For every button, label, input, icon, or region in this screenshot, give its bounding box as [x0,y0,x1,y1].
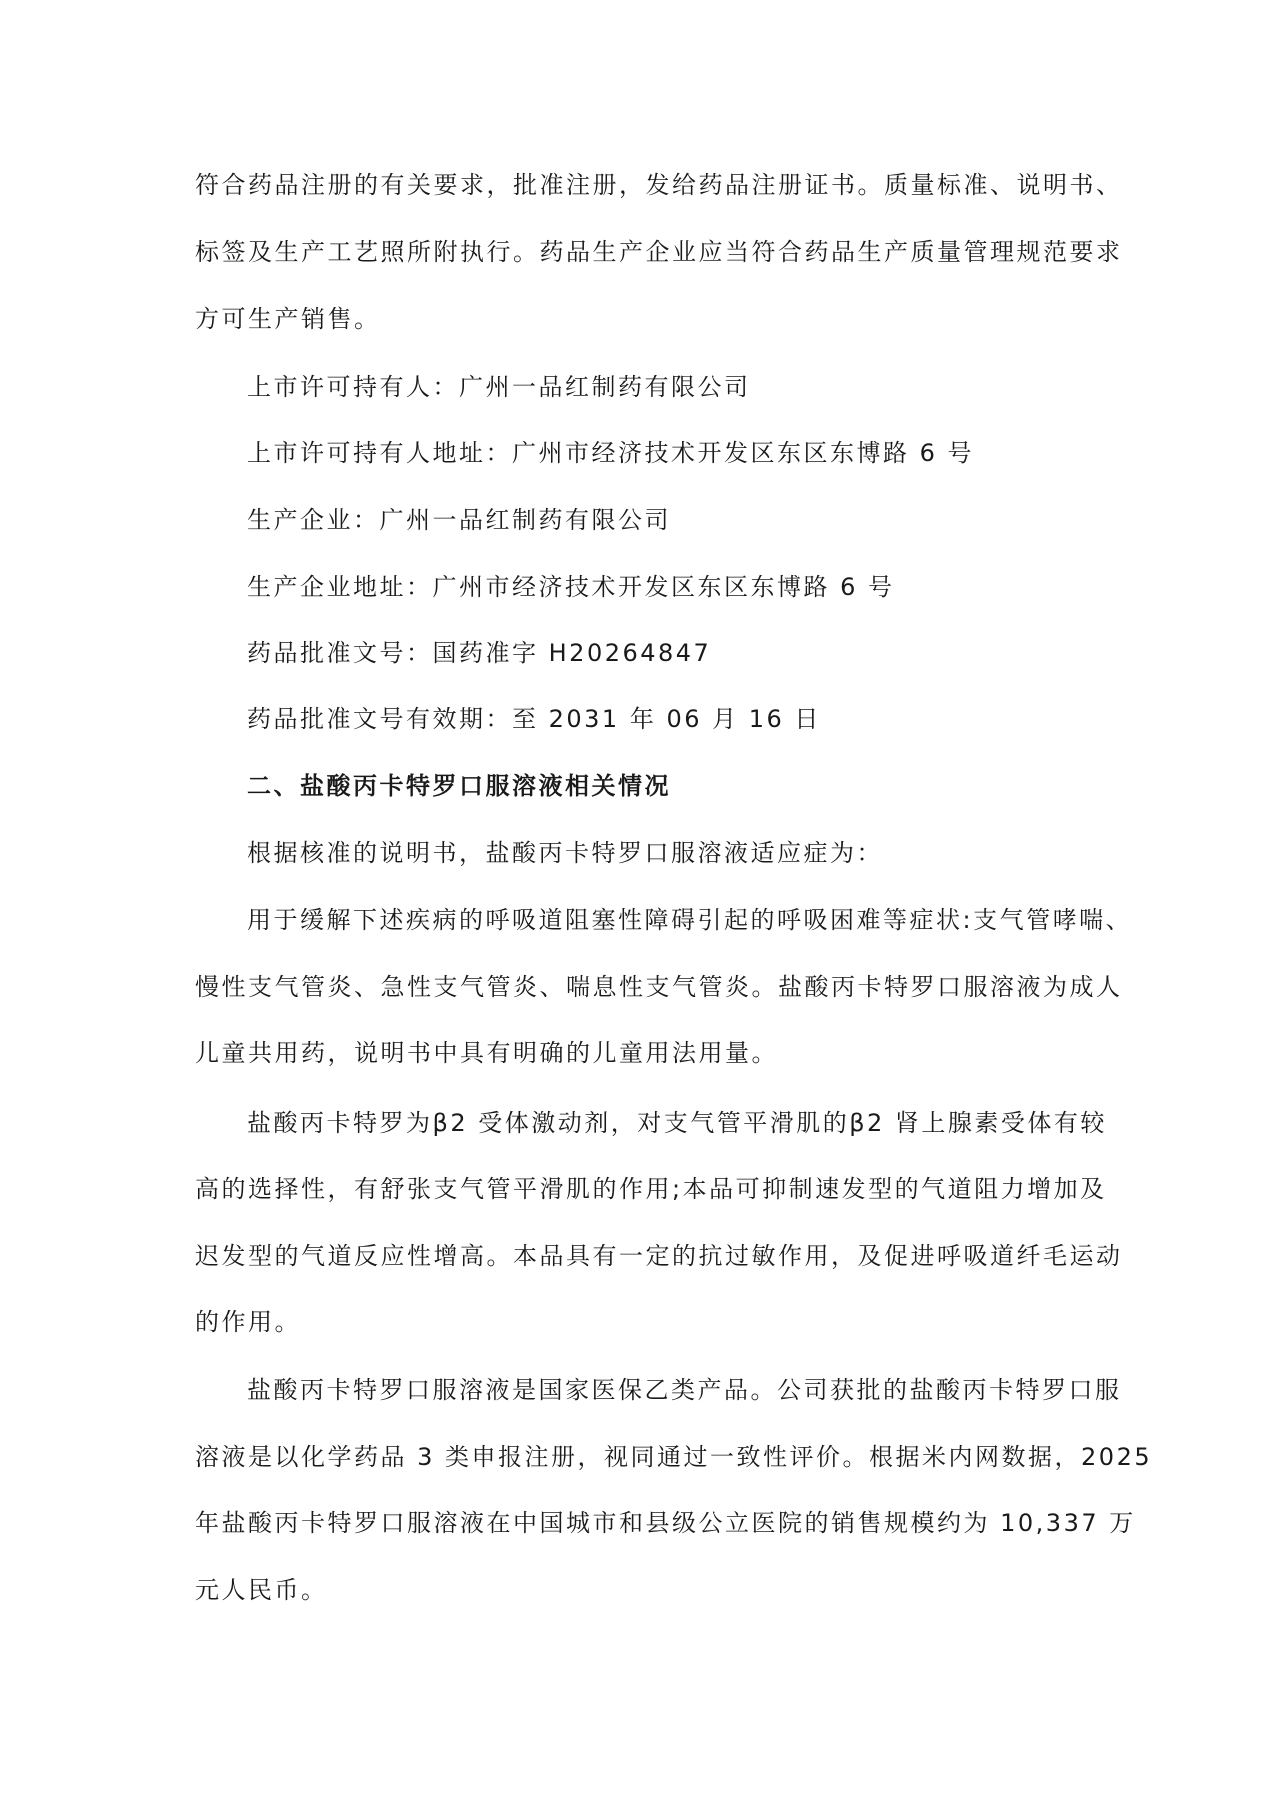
mechanism-line-1: 盐酸丙卡特罗为β2 受体激动剂，对支气管平滑肌的β2 肾上腺素受体有较 [247,1109,1107,1137]
mechanism-line-3: 迟发型的气道反应性增高。本品具有一定的抗过敏作用，及促进呼吸道纤毛运动 [195,1242,1123,1270]
market-line-3: 年盐酸丙卡特罗口服溶液在中国城市和县级公立医院的销售规模约为 10,337 万 [195,1509,1136,1537]
intro-line-1: 符合药品注册的有关要求，批准注册，发给药品注册证书。质量标准、说明书、 [195,171,1123,199]
market-line-4: 元人民币。 [195,1576,328,1604]
intro-line-3: 方可生产销售。 [195,305,381,333]
indication-line-3: 儿童共用药，说明书中具有明确的儿童用法用量。 [195,1039,778,1067]
mechanism-line-4: 的作用。 [195,1308,301,1336]
field-license-holder-address: 上市许可持有人地址：广州市经济技术开发区东区东博路 6 号 [247,439,975,467]
indication-line-1: 用于缓解下述疾病的呼吸道阻塞性障碍引起的呼吸困难等症状:支气管哮喘、 [247,906,1133,934]
intro-line-2: 标签及生产工艺照所附执行。药品生产企业应当符合药品生产质量管理规范要求 [195,238,1123,266]
market-line-1: 盐酸丙卡特罗口服溶液是国家医保乙类产品。公司获批的盐酸丙卡特罗口服 [247,1376,1122,1404]
mechanism-line-2: 高的选择性，有舒张支气管平滑肌的作用;本品可抑制速发型的气道阻力增加及 [195,1175,1107,1203]
market-line-2: 溶液是以化学药品 3 类申报注册，视同通过一致性评价。根据米内网数据，2025 [195,1443,1153,1471]
section-heading: 二、盐酸丙卡特罗口服溶液相关情况 [247,772,671,800]
indication-line-2: 慢性支气管炎、急性支气管炎、喘息性支气管炎。盐酸丙卡特罗口服溶液为成人 [195,973,1123,1001]
field-approval-validity: 药品批准文号有效期：至 2031 年 06 月 16 日 [247,705,821,733]
indication-intro: 根据核准的说明书，盐酸丙卡特罗口服溶液适应症为： [247,839,883,867]
field-approval-number: 药品批准文号：国药准字 H20264847 [247,639,712,667]
field-manufacturer: 生产企业：广州一品红制药有限公司 [247,506,671,534]
field-license-holder: 上市许可持有人：广州一品红制药有限公司 [247,373,751,401]
field-manufacturer-address: 生产企业地址：广州市经济技术开发区东区东博路 6 号 [247,573,895,601]
